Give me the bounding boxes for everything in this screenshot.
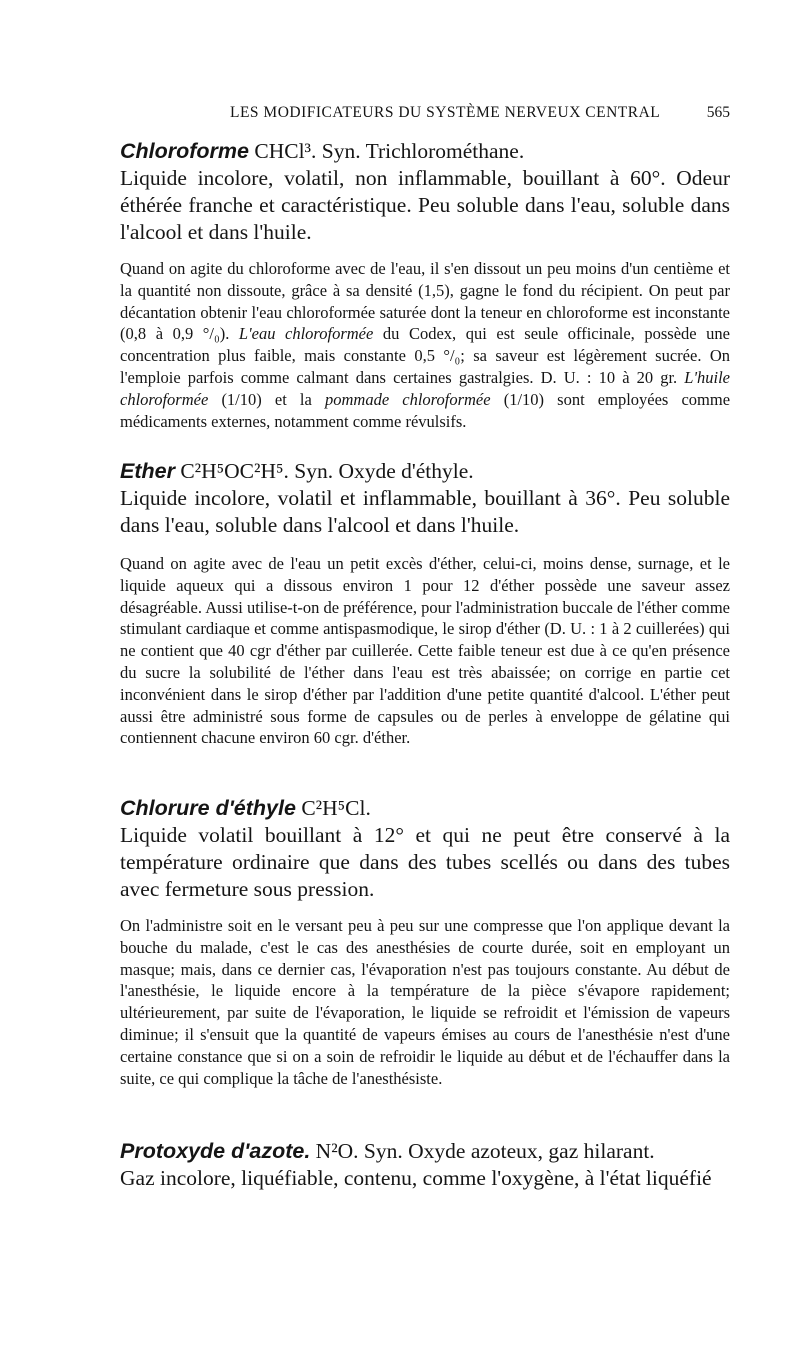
chlorure-heading: [120, 795, 730, 822]
ether-name: Ether: [120, 459, 175, 483]
chloroforme-note: [120, 258, 730, 432]
ether-note-text: Quand on agite avec de l'eau un petit excès d'éther, celui-ci, moins dense, surnage, et le liquide aqueux qui a dissous environ 1 pour 12 d'éther possède une saveur assez désagréable. Aussi utilise-t-on de préférence, pour l'administration buccale de l'éther comme stimulant cardiaque et comme antispasmodique, le sirop d'éther (D. U. : 1 à 2 cuillerées) qui ne contient que 40 cgr d'éther par cuillerée. Cette faible teneur est due à ce qu'en présence du sucre la solubilité de l'éther dans l'eau est très abaissée; on corrige en partie cet inconvénient dans le sirop d'éther par l'addition d'une petite quantité d'alcool. L'éther peut aussi être administré sous forme de capsules ou de perles à enveloppe de gélatine qui contiennent chacune environ 60 cgr. d'éther.: [120, 554, 730, 748]
chloroforme-note-6: pommade chloroformée: [324, 389, 491, 409]
page-number: 565: [706, 104, 730, 121]
ether-description: Liquide incolore, volatil et inflammable, bouillant à 36°. Peu soluble dans l'eau, soluble dans l'alcool et dans l'huile.: [120, 486, 730, 537]
chlorure-note: [120, 915, 730, 1089]
ether-formula: C²H⁵OC²H⁵. Syn. Oxyde d'éthyle.: [180, 459, 474, 483]
chloroforme-entry: [120, 138, 730, 246]
chloroforme-name: Chloroforme: [120, 139, 249, 163]
chloroforme-note-7: (1/10) sont employées comme médicaments externes, notamment comme révulsifs.: [120, 389, 731, 431]
protoxyde-heading: [120, 1138, 730, 1165]
running-title: LES MODIFICATEURS DU SYSTÈME NERVEUX CENTRAL: [230, 104, 661, 121]
running-header: [120, 104, 730, 126]
protoxyde-description: Gaz incolore, liquéfiable, contenu, comme l'oxygène, à l'état liquéfié: [120, 1166, 712, 1190]
chloroforme-heading: [120, 138, 730, 165]
chlorure-formula: C²H⁵Cl.: [301, 796, 371, 820]
chloroforme-note-1: Quand on agite du chloroforme avec de l'eau, il s'en dissout un peu moins d'un centième et la quantité non dissoute, grâce à sa densité (1,5), gagne le fond du récipient. On peut par décantation obtenir l'eau chloroformée saturée dont la teneur en chloroforme est inconstante (0,8 à 0,9 °/₀).: [120, 259, 730, 344]
chlorure-entry: [120, 795, 730, 903]
chlorure-name: Chlorure d'éthyle: [120, 796, 296, 820]
ether-heading: [120, 458, 730, 485]
chlorure-note-text: On l'administre soit en le versant peu à peu sur une compresse que l'on applique devant la bouche du malade, c'est le cas des anesthésies de courte durée, soit en employant un masque; mais, dans ce dernier cas, l'évaporation n'est pas toujours constante. Au début de l'anesthésie, le liquide encore à la température de la pièce s'évapore rapidement; ultérieurement, par suite de l'évaporation, le liquide se refroidit et l'émission de vapeurs diminue; il s'ensuit que la quantité de vapeurs émises au cours de l'anesthésie n'est d'une certaine constance que si on a soin de refroidir le liquide au début et de l'échauffer dans la suite, ce qui complique la tâche de l'anesthésiste.: [120, 916, 730, 1088]
ether-entry: [120, 458, 730, 539]
ether-note: [120, 553, 730, 749]
chloroforme-note-3: du Codex, qui est seule officinale, possède une concentration plus faible, mais constante 0,5 °/₀; sa saveur est légèrement sucrée. On l'emploie parfois comme calmant dans certaines gastralgies. D. U. : 10 à 20 gr.: [120, 324, 731, 387]
protoxyde-formula: N²O. Syn. Oxyde azoteux, gaz hilarant.: [315, 1139, 655, 1163]
chlorure-description: Liquide volatil bouillant à 12° et qui ne peut être conservé à la température ordinaire que dans des tubes scellés ou dans des tubes avec fermeture sous pression.: [120, 823, 730, 901]
chloroforme-note-4: L'huile chloroformée: [120, 367, 730, 409]
chloroforme-formula: CHCl³. Syn. Trichlorométhane.: [254, 139, 525, 163]
chloroforme-note-2: L'eau chloroformée: [238, 324, 374, 344]
chloroforme-note-5: (1/10) et la: [221, 389, 312, 409]
protoxyde-name: Protoxyde d'azote.: [120, 1139, 311, 1163]
protoxyde-entry: [120, 1138, 730, 1192]
chloroforme-description: Liquide incolore, volatil, non inflammable, bouillant à 60°. Odeur éthérée franche et caractéristique. Peu soluble dans l'eau, soluble dans l'alcool et dans l'huile.: [120, 166, 730, 244]
